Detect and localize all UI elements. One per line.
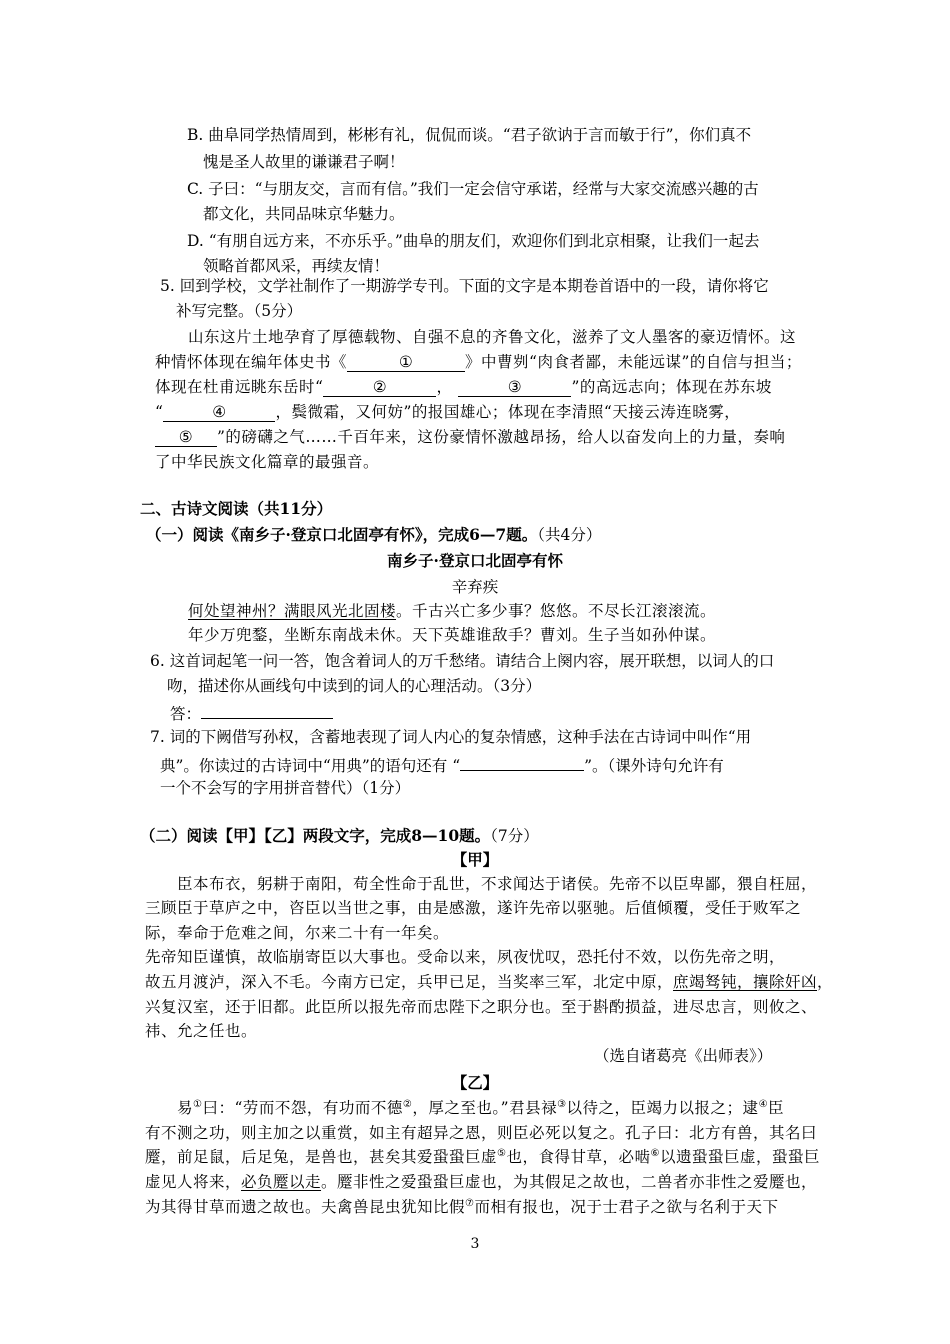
q5-text: “ xyxy=(155,403,164,421)
option-c-line1: C. 子曰：“与朋友交，言而有信。”我们一定会信守承诺，经常与大家交流感兴趣的古 xyxy=(187,180,759,198)
answer-blank-3[interactable]: ③ xyxy=(458,378,571,397)
q5-passage-line2 xyxy=(155,351,802,373)
yi-text: 易 xyxy=(177,1099,194,1117)
q5-text: ”的磅礴之气……千百年来，这份豪情怀激越昂扬，给人以奋发向上的力量，奏响 xyxy=(217,428,786,446)
question-7-line2 xyxy=(160,752,724,777)
q5-text: 体现在杜甫远眺东岳时“ xyxy=(155,378,324,396)
q5-text: ”的高远志向；体现在苏东坡 xyxy=(571,378,772,396)
answer-line-6[interactable] xyxy=(201,700,333,719)
question-6-line2: 吻，描述你从画线句中读到的词人的心理活动。（3分） xyxy=(167,677,542,695)
option-d-line1: D. “有朋自远方来，不亦乐乎。”曲阜的朋友们，欢迎你们到北京相聚，让我们一起去 xyxy=(187,232,760,250)
underlined-poem-phrase: 何处望神州？满眼风光北固楼 xyxy=(188,602,397,620)
poem-line-1 xyxy=(188,600,716,622)
q5-passage-line1: 山东这片土地孕育了厚德载物、自强不息的齐鲁文化，滋养了文人墨客的豪迈情怀。这 xyxy=(188,328,797,346)
q5-text: 种情怀体现在编年体史书《 xyxy=(155,353,348,371)
poem-line-2: 年少万兜鍪，坐断东南战未休。天下英雄谁敌手？曹刘。生子当如孙仲谋。 xyxy=(188,626,717,644)
yi-text: 而相有报也，况于士君子之欲与名利于天下 xyxy=(474,1198,779,1216)
passage-jia-label: 【甲】 xyxy=(451,850,499,869)
question-7-line3: 一个不会写的字用拼音替代）（1分） xyxy=(160,779,411,797)
yi-text: 臣 xyxy=(768,1099,785,1117)
yi-line-4 xyxy=(145,1171,817,1193)
yi-text: 也，食得甘草，必啮 xyxy=(506,1148,651,1166)
part-1-heading xyxy=(146,524,601,546)
jia-text: ， xyxy=(817,973,834,991)
yi-text: 蹷，前足鼠，后足兔，是兽也，甚矣其爱蛩蛩巨虚 xyxy=(145,1148,498,1166)
footnote-1: ① xyxy=(193,1098,203,1110)
part-2-heading-text: （二）阅读【甲】【乙】两段文字，完成8—10题。 xyxy=(140,826,491,845)
yi-line-5 xyxy=(145,1196,779,1218)
page-number: 3 xyxy=(470,1236,480,1252)
question-5-stem-line1: 5. 回到学校，文学社制作了一期游学专刊。下面的文字是本期卷首语中的一段，请你将它 xyxy=(160,277,769,295)
option-b-line1: B. 曲阜同学热情周到，彬彬有礼，侃侃而谈。“君子欲讷于言而敏于行”，你们真不 xyxy=(187,126,752,144)
footnote-6: ⑥ xyxy=(650,1147,660,1159)
q5-passage-line3 xyxy=(155,376,772,398)
jia-text: 故五月渡泸，深入不毛。今南方已定，兵甲已足，当奖率三军，北定中原， xyxy=(145,973,674,991)
answer-line-7[interactable] xyxy=(460,752,584,771)
part-2-score: （7分） xyxy=(490,827,539,845)
yi-text: 虚见人将来， xyxy=(145,1173,242,1191)
footnote-7: ⑦ xyxy=(465,1197,475,1209)
poem-title: 南乡子·登京口北固亭有怀 xyxy=(387,551,563,570)
yi-text: 以遗蛩蛩巨虚，蛩蛩巨 xyxy=(659,1148,820,1166)
question-6-line1: 6. 这首词起笔一问一答，饱含着词人的万千愁绪。请结合上阕内容，展开联想，以词人的口 xyxy=(150,652,775,670)
section-2-title: 二、古诗文阅读（共11分） xyxy=(140,499,333,518)
option-d-line2: 领略首都风采，再续友情！ xyxy=(203,257,390,275)
answer-blank-5[interactable]: ⑤ xyxy=(155,428,217,447)
underlined-yi-phrase: 必负蹷以走 xyxy=(241,1173,322,1191)
q5-text: ，鬓微霜，又何妨”的报国雄心；体现在李清照“天接云涛连晓雾， xyxy=(275,403,741,421)
yi-text: 以待之，臣竭力以报之；逮 xyxy=(566,1099,759,1117)
poem-text: 。千古兴亡多少事？悠悠。不尽长江滚滚流。 xyxy=(396,602,717,620)
answer-blank-1[interactable]: ① xyxy=(347,353,465,372)
jia-line-6: 兴复汉室，还于旧都。此臣所以报先帝而忠陛下之职分也。至于斟酌损益，进尽忠言，则攸之、 xyxy=(145,998,818,1016)
jia-line-1: 臣本布衣，躬耕于南阳，苟全性命于乱世，不求闻达于诸侯。先帝不以臣卑鄙，猥自枉屈， xyxy=(177,875,818,893)
yi-text: ，厚之至也。”君县禄 xyxy=(412,1099,558,1117)
yi-line-3 xyxy=(145,1146,820,1168)
poem-author: 辛弃疾 xyxy=(451,578,499,596)
footnote-5: ⑤ xyxy=(497,1147,507,1159)
q5-text: ， xyxy=(436,378,453,396)
footnote-3: ③ xyxy=(557,1098,567,1110)
yi-text: 为其得甘草而遗之故也。夫禽兽昆虫犹知比假 xyxy=(145,1198,466,1216)
question-5-stem-line2: 补写完整。（5分） xyxy=(176,302,303,320)
jia-line-4: 先帝知臣谨慎，故临崩寄臣以大事也。受命以来，夙夜忧叹，恐托付不效，以伤先帝之明， xyxy=(145,948,786,966)
jia-source: （选自诸葛亮《出师表》） xyxy=(594,1047,773,1065)
part-2-heading xyxy=(140,825,539,847)
option-b-line2: 愧是圣人故里的谦谦君子啊！ xyxy=(203,153,405,171)
answer-blank-4[interactable]: ④ xyxy=(163,403,275,422)
part-1-heading-text: （一）阅读《南乡子·登京口北固亭有怀》，完成6—7题。 xyxy=(146,525,538,544)
yi-line-2: 有不测之功，则主加之以重赏，如主有超异之恩，则臣必死以复之。孔子曰：北方有兽，其名曰 xyxy=(145,1124,818,1142)
q5-passage-line5 xyxy=(155,426,785,448)
answer-blank-2[interactable]: ② xyxy=(323,378,436,397)
q7-text: ”。（课外诗句允许有 xyxy=(584,757,724,775)
footnote-4: ④ xyxy=(758,1098,769,1110)
answer-row xyxy=(170,700,333,725)
option-c-line2: 都文化，共同品味京华魅力。 xyxy=(203,205,405,223)
jia-line-3: 际，奉命于危难之间，尔来二十有一年矣。 xyxy=(145,924,450,942)
answer-label: 答： xyxy=(170,705,202,723)
jia-line-2: 三顾臣于草庐之中，咨臣以当世之事，由是感激，遂许先帝以驱驰。后值倾覆，受任于败军之 xyxy=(145,899,802,917)
yi-line-1 xyxy=(177,1097,784,1119)
q7-text: 典”。你读过的古诗词中“用典”的语句还有 “ xyxy=(160,757,461,775)
footnote-2: ② xyxy=(402,1098,413,1110)
part-1-score: （共4分） xyxy=(537,526,602,544)
yi-text: 曰：“劳而不怨，有功而不德 xyxy=(202,1099,403,1117)
passage-yi-label: 【乙】 xyxy=(451,1073,499,1092)
q5-text: 》中曹刿“肉食者鄙，未能远谋”的自信与担当； xyxy=(465,353,802,371)
question-7-line1: 7. 词的下阙借写孙权，含蓄地表现了词人内心的复杂情感，这种手法在古诗词中叫作“用 xyxy=(150,728,752,746)
underlined-jia-phrase: 庶竭驽钝，攘除奸凶 xyxy=(673,973,818,991)
jia-line-7: 祎、允之任也。 xyxy=(145,1022,258,1040)
jia-line-5 xyxy=(145,971,833,993)
q5-passage-line4 xyxy=(155,401,740,423)
yi-text: 。蹷非性之爱蛩蛩巨虚也，为其假足之故也，二兽者亦非性之爱蹷也， xyxy=(321,1173,818,1191)
q5-passage-line6: 了中华民族文化篇章的最强音。 xyxy=(155,453,380,471)
